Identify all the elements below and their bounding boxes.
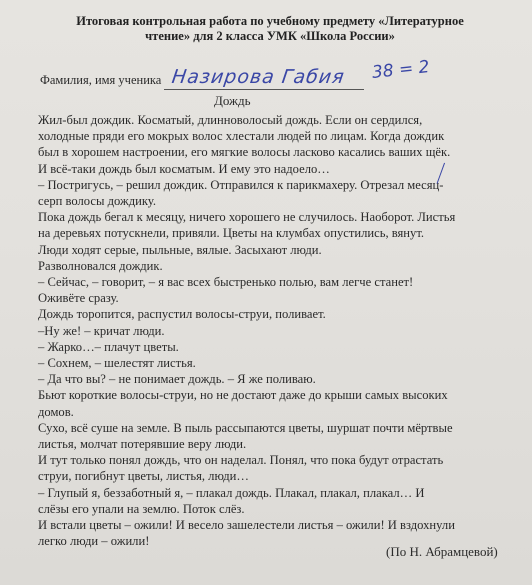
story-line: – Глупый я, беззаботный я, – плакал дождь. Плакал, плакал, плакал… И — [38, 485, 425, 500]
score-handwritten: 38 = 2 — [371, 57, 431, 83]
student-name-row — [40, 57, 520, 94]
story-line: Разволновался дождик. — [38, 258, 163, 273]
story-line: – Сохнем, – шелестят листья. — [38, 356, 196, 371]
story-line: И встали цветы – ожили! И весело зашелестели листья – ожили! И вздохнули — [38, 518, 455, 533]
story-line: Оживёте сразу. — [38, 291, 119, 306]
title-line-1: Итоговая контрольная работа по учебному предмету «Литературное — [76, 14, 464, 28]
story-line: легко люди – ожили! — [38, 534, 150, 549]
story-author: (По Н. Абрамцевой) — [386, 544, 498, 559]
story-line: Жил-был дождик. Косматый, длинноволосый дождь. Если он сердился, — [38, 113, 423, 127]
story-line: – Жарко…– плачут цветы. — [38, 339, 179, 354]
student-name-handwritten: Назирова Габия — [170, 66, 347, 88]
story-line: Сухо, всё суше на земле. В пыль рассыпаются цветы, шуршат почти мёртвые — [38, 420, 453, 435]
story-line: Бьют короткие волосы-струи, но не достают даже до крыши самых высоких — [38, 388, 448, 403]
story-line: И всё-таки дождь был косматым. И ему это надоело… — [38, 161, 330, 176]
story-line: – Сейчас, – говорит, – я вас всех быстренько полью, вам легче станет! — [38, 275, 414, 290]
story-line: Пока дождь бегал к месяцу, ничего хорошего не случилось. Наоборот. Листья — [38, 210, 456, 225]
story-line: Дождь торопится, распустил волосы-струи, поливает. — [38, 307, 326, 322]
story-line: Люди ходят серые, пыльные, вялые. Засыхают люди. — [38, 242, 322, 257]
title-line-2: чтение» для 2 класса УМК «Школа России» — [145, 29, 395, 43]
student-name-label: Фамилия, имя ученика — [40, 73, 162, 87]
worksheet-title — [20, 14, 520, 44]
story-line: был в хорошем настроении, его мягкие волосы ласково касались ваших щёк. — [38, 145, 451, 160]
story-line: серп волосы дождику. — [38, 194, 156, 209]
story-title: Дождь — [214, 93, 251, 108]
story-line: на деревьях потускнели, привяли. Цветы на клумбах опустились, вянут. — [38, 226, 425, 241]
story-line: холодные пряди его мокрых волос хлестали людей по лицам. Когда дождик — [38, 129, 445, 144]
story-line: – Постригусь, – решил дождик. Отправился к парикмахеру. Отрезал месяц- — [38, 177, 444, 192]
name-underline — [164, 89, 364, 90]
story-line: И тут только понял дождь, что он наделал. Понял, что пока будут отрастать — [38, 453, 444, 468]
story-line: домов. — [38, 404, 74, 419]
story-line: – Да что вы? – не понимает дождь. – Я же поливаю. — [38, 372, 316, 387]
story-line: листья, молчат потерявшие веру люди. — [38, 437, 247, 452]
story-line: струи, погибнут цветы, листья, люди… — [38, 469, 249, 484]
story-line: –Ну же! – кричат люди. — [38, 323, 165, 338]
story-line: слёзы его упали на землю. Поток слёз. — [38, 501, 245, 516]
